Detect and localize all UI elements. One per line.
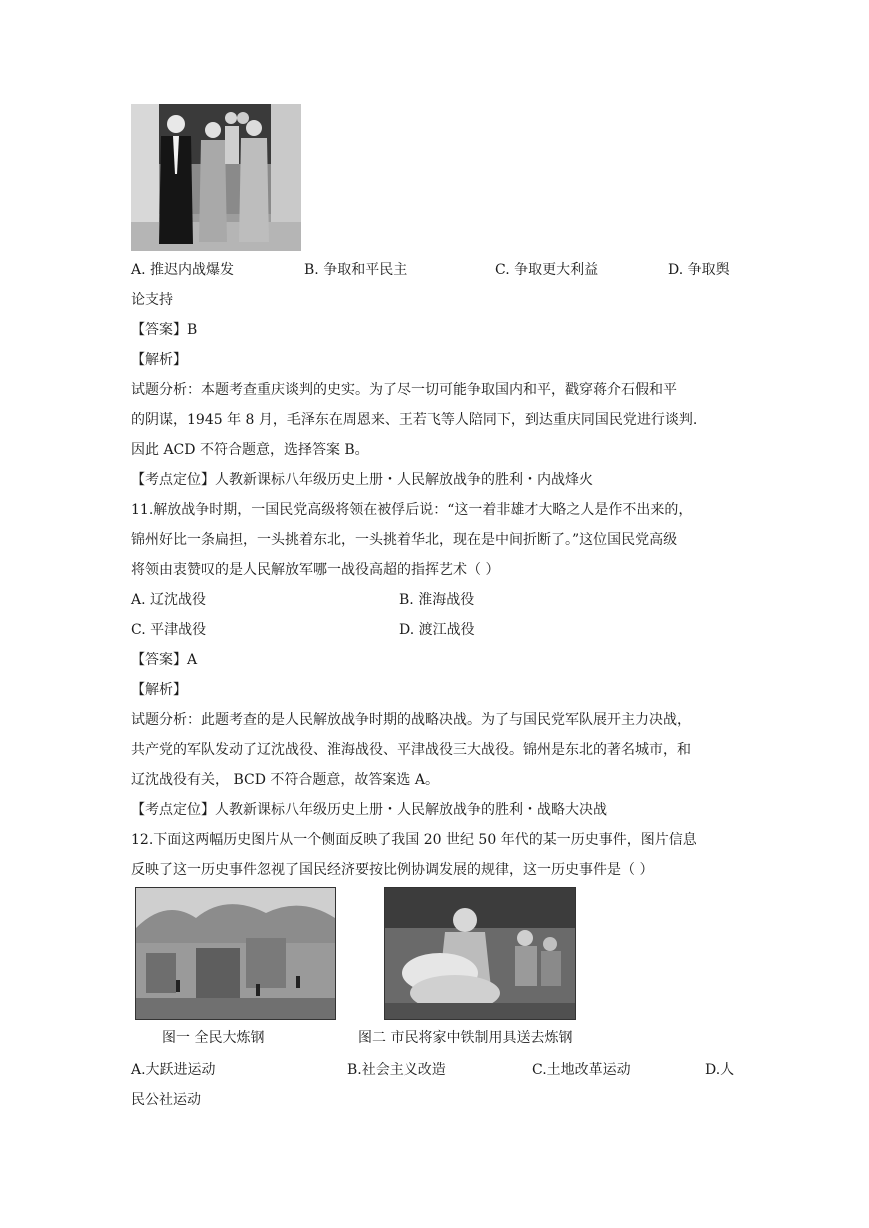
q12-stem-line: 反映了这一历史事件忽视了国民经济要按比例协调发展的规律，这一历史事件是（ ） [131,862,654,878]
q11-stem-line: 将领由衷赞叹的是人民解放军哪一战役高超的指挥艺术（ ） [131,562,500,578]
q11-answer: 【答案】A [131,652,198,668]
chongqing-negotiation-photo [131,104,301,251]
q11-option-b: B. 淮海战役 [399,592,475,608]
q11-analysis-label: 【解析】 [131,682,187,698]
q10-answer: 【答案】B [131,322,198,338]
q10-analysis-line: 因此 ACD 不符合题意，选择答案 B。 [131,442,369,458]
q12-option-d-continued: 民公社运动 [131,1092,201,1108]
figure-1-caption: 图一 全民大炼钢 [162,1030,265,1046]
q11-analysis-line: 共产党的军队发动了辽沈战役、淮海战役、平津战役三大战役。锦州是东北的著名城市，和 [131,742,691,758]
q10-option-d-continued: 论支持 [131,292,173,308]
q11-analysis-line: 辽沈战役有关， BCD 不符合题意，故答案选 A。 [131,772,439,788]
q11-stem-line: 11.解放战争时期，一国民党高级将领在被俘后说：“这一着非雄才大略之人是作不出来的， [131,502,693,518]
q10-analysis-line: 试题分析：本题考查重庆谈判的史实。为了尽一切可能争取国内和平，戳穿蒋介石假和平 [131,382,677,398]
q10-option-a: A. 推迟内战爆发 [131,262,235,278]
q11-option-d: D. 渡江战役 [399,622,475,638]
q11-analysis-line: 试题分析：此题考查的是人民解放战争时期的战略决战。为了与国民党军队展开主力决战， [131,712,691,728]
q12-option-d: D.人 [705,1062,735,1078]
q11-option-c: C. 平津战役 [131,622,207,638]
figure-2-caption: 图二 市民将家中铁制用具送去炼钢 [358,1030,573,1046]
q10-analysis-line: 的阴谋，1945 年 8 月，毛泽东在周恩来、王若飞等人陪同下，到达重庆同国民党进行谈判. [131,412,698,428]
q10-option-c: C. 争取更大利益 [495,262,599,278]
q11-option-a: A. 辽沈战役 [131,592,207,608]
figure-2-iron-utensils-photo [384,887,576,1020]
q12-stem-line: 12.下面这两幅历史图片从一个侧面反映了我国 20 世纪 50 年代的某一历史事件，图片信息 [131,832,697,848]
q10-analysis-label: 【解析】 [131,352,187,368]
q10-option-d: D. 争取舆 [668,262,730,278]
q12-option-b: B.社会主义改造 [347,1062,446,1078]
q11-stem-line: 锦州好比一条扁担，一头挑着东北，一头挑着华北，现在是中间折断了。”这位国民党高级 [131,532,678,548]
figure-1-steel-making-photo [135,887,336,1020]
q10-option-b: B. 争取和平民主 [304,262,408,278]
q12-option-a: A.大跃进运动 [131,1062,216,1078]
q12-option-c: C.土地改革运动 [532,1062,631,1078]
q11-kaodian: 【考点定位】人教新课标八年级历史上册・人民解放战争的胜利・战略大决战 [131,802,607,818]
q10-kaodian: 【考点定位】人教新课标八年级历史上册・人民解放战争的胜利・内战烽火 [131,472,593,488]
